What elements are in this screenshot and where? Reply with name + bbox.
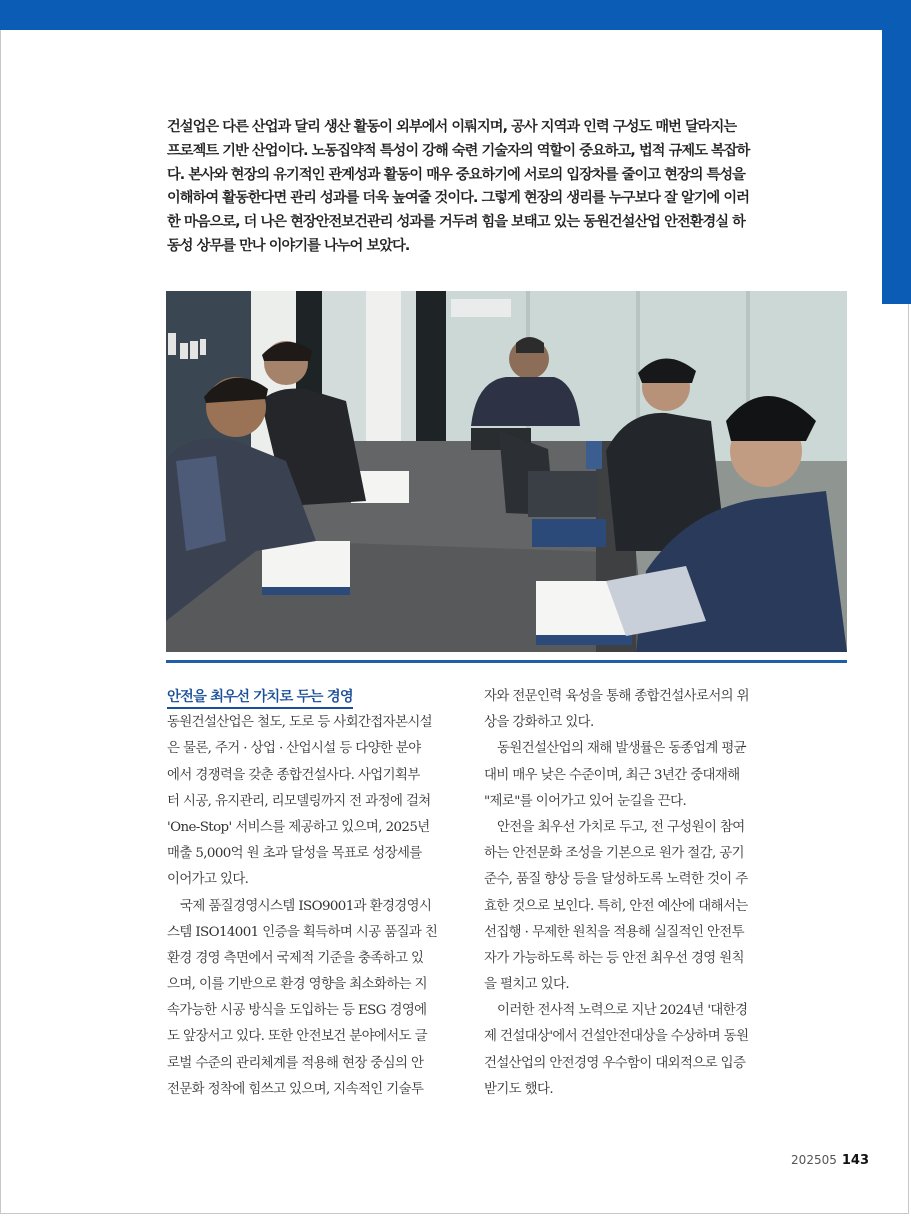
body-line: 전문화 정착에 힘쓰고 있으며, 지속적인 기술투 [167,1081,424,1097]
body-line: 으며, 이를 기반으로 환경 영향을 최소화하는 지 [167,977,427,993]
body-line: "제로"를 이어가고 있어 눈길을 끈다. [484,793,687,809]
body-line: 이러한 전사적 노력으로 지난 2024년 '대한경 [497,1003,748,1019]
body-line: 준수, 품질 향상 등을 달성하도록 노력한 것이 주 [484,872,748,888]
intro-line: 동성 상무를 만나 이야기를 나누어 보았다. [167,237,410,254]
body-line: 자가 가능하도록 하는 등 안전 최우선 경영 원칙 [484,950,744,966]
body-line: 에서 경쟁력을 갖춘 종합건설사다. 사업기획부 [167,767,420,783]
body-line: 'One-Stop' 서비스를 제공하고 있으며, 2025년 [167,819,430,835]
intro-line: 이해하여 활동한다면 관리 성과를 더욱 높여줄 것이다. 그렇게 현장의 생리를 누구보다 잘 알기에 이러 [167,190,750,207]
body-line: 속가능한 시공 방식을 도입하는 등 ESG 경영에 [167,1003,427,1019]
side-color-tab [882,30,911,304]
body-line: 이어가고 있다. [167,872,249,888]
body-line: 안전을 최우선 가치로 두고, 전 구성원이 참여 [497,819,745,835]
body-line: 도 앞장서고 있다. 또한 안전보건 분야에서도 글 [167,1029,427,1045]
section-title: 안전을 최우선 가치로 두는 경영 [167,684,455,710]
body-line: 제 건설대상'에서 건설안전대상을 수상하며 동원 [484,1029,749,1045]
body-line: 환경 경영 측면에서 국제적 기준을 충족하고 있 [167,950,424,966]
top-color-bar [0,0,911,30]
intro-line: 다. 본사와 현장의 유기적인 관계성과 활동이 매우 중요하기에 서로의 입장차를 줄이고 현장의 특성을 [167,166,745,183]
meeting-photo [166,291,847,652]
body-line: 동원건설산업은 철도, 도로 등 사회간접자본시설 [167,715,432,731]
body-line: 국제 품질경영시스템 ISO9001과 환경경영시 [180,898,432,914]
body-line: 을 펼치고 있다. [484,977,569,993]
body-line: 은 물론, 주거 · 상업 · 산업시설 등 다양한 분야 [167,741,421,757]
intro-line: 건설업은 다른 산업과 달리 생산 활동이 외부에서 이뤄지며, 공사 지역과 인력 구성도 매번 달라지는 [167,119,737,135]
body-line: 터 시공, 유지관리, 리모델링까지 전 과정에 걸쳐 [167,793,431,809]
body-line: 선집행 · 무제한 원칙을 적용해 실질적인 안전투 [484,924,744,940]
divider-rule [166,660,847,663]
body-line: 로벌 수준의 관리체계를 적용해 현장 중심의 안 [167,1055,424,1071]
body-line: 상을 강화하고 있다. [484,715,594,731]
body-line: 매출 5,000억 원 초과 달성을 목표로 성장세를 [167,846,422,862]
article-column-right [484,684,772,1103]
issue-number: 202505 [791,1153,837,1167]
body-line: 대비 매우 낮은 수준이며, 최근 3년간 중대재해 [484,767,740,783]
body-line: 동원건설산업의 재해 발생률은 동종업계 평균 [497,741,746,757]
body-line: 자와 전문인력 육성을 통해 종합건설사로서의 위 [484,689,749,704]
page-folio [791,1153,869,1168]
intro-line: 한 마음으로, 더 나은 현장안전보건관리 성과를 거두려 힘을 보태고 있는 동원건설산업 안전환경실 하 [167,214,745,231]
intro-paragraph [167,116,773,259]
body-line: 스템 ISO14001 인증을 획득하며 시공 품질과 친 [167,924,438,940]
body-line: 효한 것으로 보인다. 특히, 안전 예산에 대해서는 [484,898,748,914]
article-column-left [167,684,455,1103]
page-number: 143 [841,1153,869,1168]
intro-line: 프로젝트 기반 산업이다. 노동집약적 특성이 강해 숙련 기술자의 역할이 중요하고, 법적 규제도 복잡하 [167,142,750,159]
body-line: 건설산업의 안전경영 우수함이 대외적으로 입증 [484,1055,746,1071]
body-line: 하는 안전문화 조성을 기본으로 원가 절감, 공기 [484,846,744,862]
body-line: 받기도 했다. [484,1081,553,1097]
